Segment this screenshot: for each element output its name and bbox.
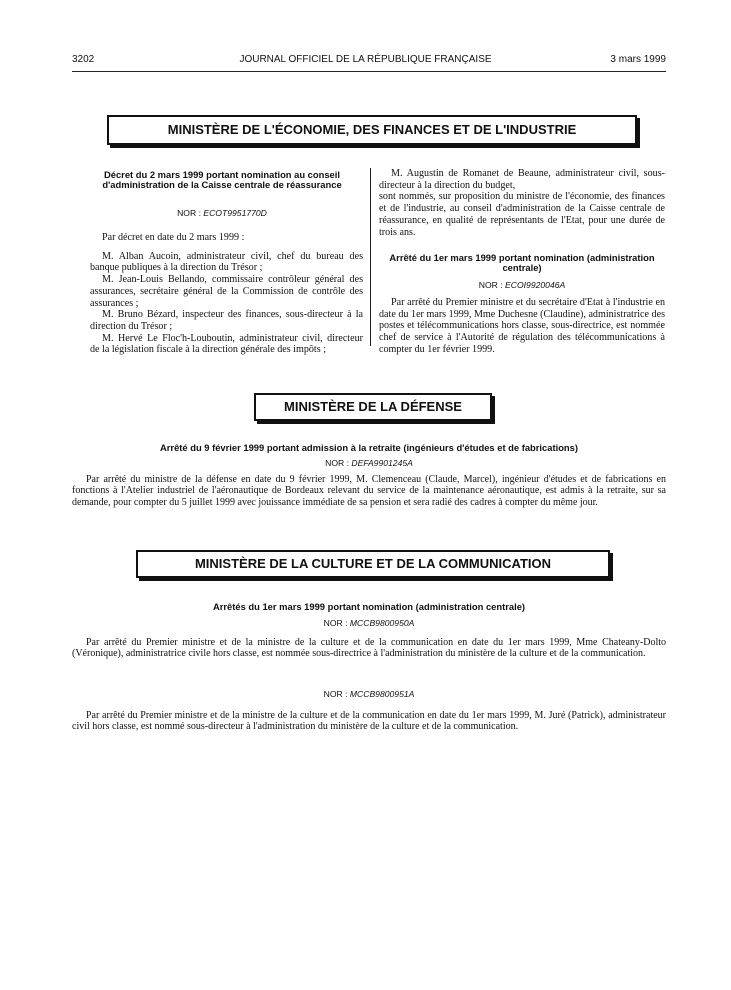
arrete-culture-nor-2 <box>72 689 666 699</box>
decree-caisse-body-left <box>90 232 363 356</box>
arretes-culture-title: Arrêtés du 1er mars 1999 portant nomination (administration centrale) <box>212 601 526 612</box>
paragraph: sont nommés, sur proposition du ministre de l'économie, des finances et de l'industrie, au conseil d'administration de la Caisse centrale de réassurance, en qualité de représentants de l'Etat, pour une durée de trois ans. <box>379 191 665 238</box>
decree-caisse-title: Décret du 2 mars 1999 portant nomination au conseil d'administration de la Caisse centrale de réassurance <box>102 169 342 191</box>
column-divider <box>370 168 371 346</box>
nor-label: NOR : <box>323 689 348 699</box>
journal-title: JOURNAL OFFICIEL DE LA RÉPUBLIQUE FRANÇAISE <box>239 54 492 65</box>
arrete-retraite-nor <box>72 458 666 468</box>
nor-code: MCCB9800951A <box>349 689 415 699</box>
decree-caisse-body-right <box>379 168 665 238</box>
paragraph: Par arrêté du Premier ministre et du secrétaire d'Etat à l'industrie en date du 1er mars 1999, Mme Duchesne (Claudine), administratrice des postes et télécommunications hors classe, sous-directrice, est nommée chef de service à l'Autorité de régulation des télécommunications à compter du 1er février 1999. <box>379 297 665 355</box>
paragraph: M. Bruno Bézard, inspecteur des finances, sous-directeur à la direction du Trésor ; <box>90 309 363 332</box>
paragraph: M. Jean-Louis Bellando, commissaire contrôleur général des assurances, secrétaire général de la Commission de contrôle des assurances ; <box>90 274 363 309</box>
arrete-culture-body-2 <box>72 710 666 733</box>
nor-label: NOR : <box>478 280 503 290</box>
arrete-retraite-title: Arrêté du 9 février 1999 portant admission à la retraite (ingénieurs d'études et de fabrications) <box>160 442 578 453</box>
issue-date: 3 mars 1999 <box>610 54 666 65</box>
paragraph: M. Alban Aucoin, administrateur civil, chef du bureau des banque publiques à la direction du Trésor ; <box>90 250 363 274</box>
arrete-arcep-title: Arrêté du 1er mars 1999 portant nomination (administration centrale) <box>389 252 655 274</box>
nor-label: NOR : <box>325 458 349 468</box>
paragraph: Par arrêté du Premier ministre et de la ministre de la culture et de la communication en date du 1er mars 1999, Mme Chateany-Dolto (Véronique), administratrice civile hors classe, est nommée sous-directrice à l'administration du ministère de la culture et de la communication. <box>72 637 666 660</box>
paragraph: Par décret en date du 2 mars 1999 : <box>102 232 245 243</box>
arrete-retraite-body <box>72 474 666 508</box>
arrete-arcep-body <box>379 297 665 356</box>
paragraph: Par arrêté du ministre de la défense en date du 9 février 1999, M. Clemenceau (Claude, Marcel), ingénieur d'études et de fabrications en fonctions à l'Atelier industriel de l'aéronautique de Bordeaux relevant du service de la maintenance aéronautique, est admis à la retraite, sur sa demande, pour compter du 5 juillet 1999 avec jouissance immédiate de sa pension et sera radié des cadres à compter du même jour. <box>72 474 666 508</box>
ministry-economy-heading: MINISTÈRE DE L'ÉCONOMIE, DES FINANCES ET DE L'INDUSTRIE <box>107 115 637 145</box>
nor-code: ECOI9920046A <box>505 280 566 290</box>
arrete-arcep-nor <box>379 280 665 290</box>
paragraph: Par arrêté du Premier ministre et de la ministre de la culture et de la communication en date du 1er mars 1999, M. Juré (Patrick), administrateur civil hors classe, est nommé sous-directeur à l'administration du ministère de la culture et de la communication. <box>72 710 666 733</box>
nor-code: ECOT9951770D <box>203 208 267 218</box>
arrete-culture-nor-1 <box>72 618 666 628</box>
decree-caisse-nor <box>90 208 354 218</box>
nor-label: NOR : <box>323 618 348 628</box>
ministry-culture-heading: MINISTÈRE DE LA CULTURE ET DE LA COMMUNICATION <box>136 550 610 578</box>
header-rule <box>72 71 666 72</box>
page-number: 3202 <box>72 54 95 65</box>
paragraph: M. Hervé Le Floc'h-Louboutin, administrateur civil, directeur de la législation fiscale à la direction générale des impôts ; <box>90 332 363 356</box>
nor-code: MCCB9800950A <box>349 618 415 628</box>
arrete-culture-body-1 <box>72 637 666 660</box>
ministry-defense-heading: MINISTÈRE DE LA DÉFENSE <box>254 393 492 421</box>
paragraph: M. Augustin de Romanet de Beaune, administrateur civil, sous-directeur à la direction du budget, <box>379 168 665 191</box>
nor-label: NOR : <box>177 208 201 218</box>
nor-code: DEFA9901245A <box>351 458 413 468</box>
